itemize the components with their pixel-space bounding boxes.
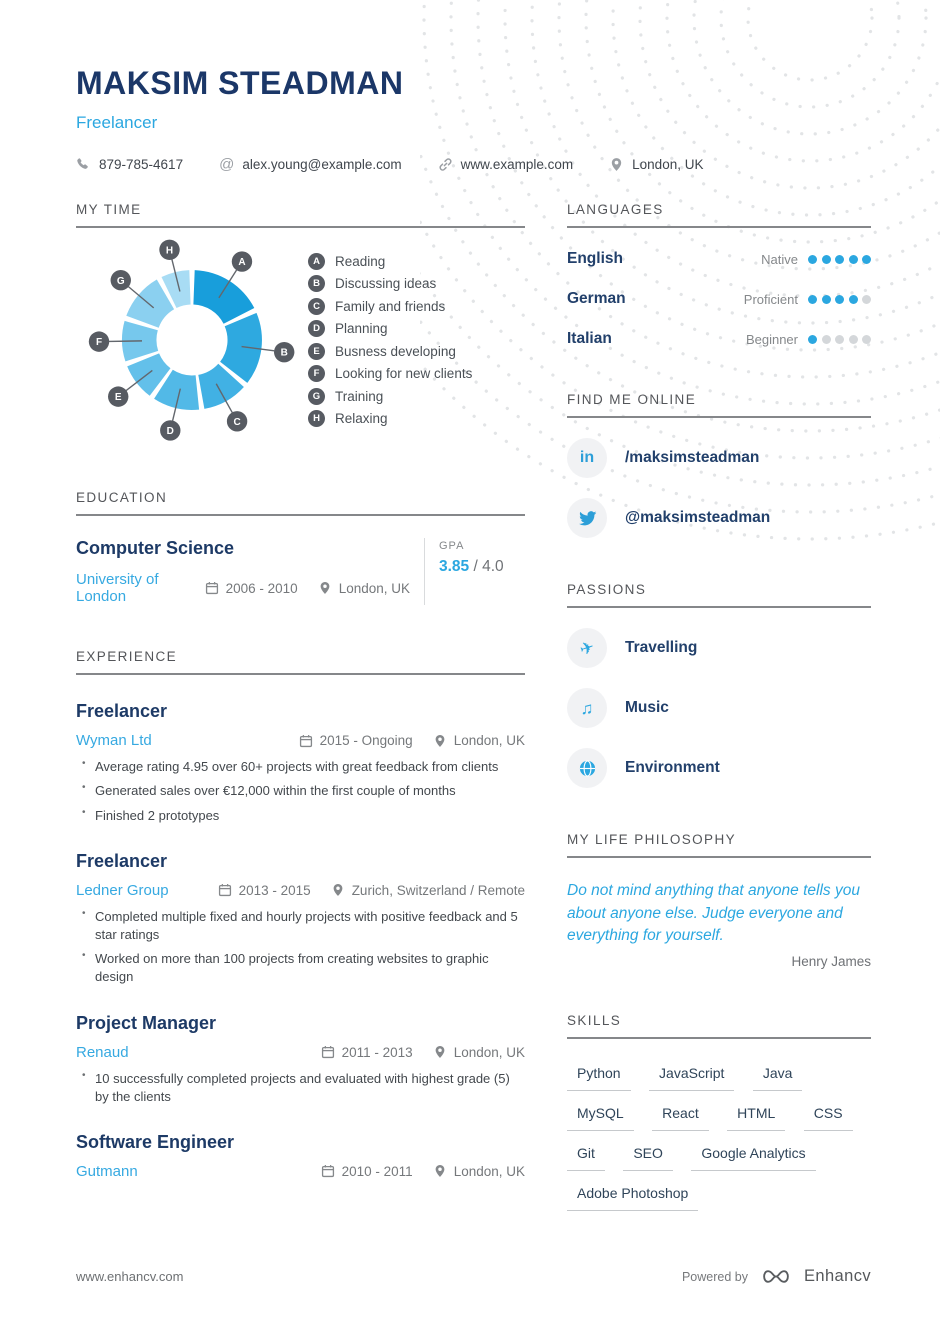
- experience-meta: [76, 732, 525, 749]
- legend-badge: D: [308, 320, 325, 337]
- language-row: [567, 250, 871, 268]
- person-name: MAKSIM STEADMAN: [76, 65, 404, 101]
- education-main: [76, 538, 410, 605]
- gpa-value: 3.85: [439, 558, 470, 576]
- twitter-handle: @maksimsteadman: [625, 509, 771, 527]
- proficiency-dot: [822, 335, 831, 344]
- experience-location: [331, 883, 525, 898]
- svg-text:A: A: [238, 257, 246, 269]
- skill-chip: CSS: [804, 1105, 853, 1131]
- location-icon: [318, 581, 332, 595]
- skills-heading: SKILLS: [567, 1013, 871, 1039]
- education-dates: [205, 581, 298, 596]
- location-icon: [433, 1164, 447, 1178]
- location-icon: [609, 157, 624, 172]
- powered-by-block: [682, 1267, 871, 1286]
- education-meta: [76, 571, 410, 605]
- section-skills: [567, 1013, 871, 1211]
- skill-chip: React: [652, 1105, 709, 1131]
- legend-label: Reading: [335, 253, 386, 269]
- legend-item: [308, 343, 472, 360]
- experience-location: [433, 733, 525, 748]
- bullet-item: • Generated sales over €12,000 within the first couple of months: [76, 782, 525, 800]
- philosophy-quote: Do not mind anything that anyone tells you about anyone else. Judge everyone and everything for yourself.: [567, 882, 860, 945]
- proficiency-dot: [822, 255, 831, 264]
- svg-text:E: E: [114, 392, 122, 404]
- dates-text: 2011 - 2013: [341, 1044, 413, 1060]
- location-contact: [609, 157, 703, 172]
- link-icon: [438, 157, 453, 172]
- legend-label: Family and friends: [335, 298, 446, 314]
- proficiency-dot: [835, 335, 844, 344]
- experience-meta: [76, 882, 525, 899]
- gpa-block: [439, 538, 525, 605]
- skills-list: [567, 1051, 871, 1211]
- experience-meta: [76, 1044, 525, 1061]
- my-time-legend: [308, 247, 472, 433]
- section-find-me-online: [567, 392, 871, 538]
- location-text: London, UK: [453, 733, 525, 749]
- skill-chip: Python: [567, 1065, 631, 1091]
- svg-text:C: C: [233, 417, 241, 429]
- svg-text:D: D: [166, 426, 174, 438]
- section-experience: [76, 649, 525, 1180]
- skill-chip: MySQL: [567, 1105, 634, 1131]
- section-education: [76, 490, 525, 605]
- proficiency-dot: [835, 295, 844, 304]
- passions-heading: PASSIONS: [567, 582, 871, 608]
- dates-text: 2006 - 2010: [225, 580, 298, 596]
- skill-chip: JavaScript: [649, 1065, 734, 1091]
- my-time-chart-block: [76, 234, 525, 446]
- website-url: www.example.com: [460, 157, 574, 173]
- job-position: Freelancer: [76, 850, 168, 871]
- language-name: German: [567, 290, 626, 308]
- legend-item: [308, 320, 472, 337]
- proficiency-dot: [808, 295, 817, 304]
- language-level: Native: [761, 251, 798, 267]
- powered-by-label: Powered by: [681, 1269, 748, 1284]
- bullet-item: • Worked on more than 100 projects from creating websites to graphic design: [76, 950, 525, 986]
- skill-chip: Git: [567, 1145, 605, 1171]
- proficiency-dot: [849, 295, 858, 304]
- location-text: London, UK: [453, 1163, 525, 1179]
- find-me-online-heading: FIND ME ONLINE: [567, 392, 871, 418]
- proficiency-dot: [822, 295, 831, 304]
- enhancv-site-link[interactable]: www.enhancv.com: [76, 1269, 184, 1284]
- education-entry: [76, 538, 525, 605]
- donut-segment-A: [193, 270, 254, 324]
- phone-contact[interactable]: [76, 157, 183, 172]
- bullet-item: • Completed multiple fixed and hourly projects with positive feedback and 5 star ratings: [76, 908, 525, 944]
- location-text: London, UK: [453, 1044, 525, 1060]
- section-passions: [567, 582, 871, 788]
- language-name: Italian: [567, 330, 612, 348]
- legend-item: [308, 275, 472, 292]
- passion-label: Music: [625, 699, 669, 717]
- dates-text: 2010 - 2011: [341, 1163, 413, 1179]
- legend-badge: C: [308, 298, 325, 315]
- legend-label: Busness developing: [335, 343, 456, 359]
- experience-meta: [76, 1163, 525, 1180]
- linkedin-icon: in: [567, 438, 607, 478]
- location-text: Zurich, Switzerland / Remote: [351, 882, 525, 898]
- my-time-donut-chart: [76, 234, 308, 446]
- linkedin-row[interactable]: [567, 438, 871, 478]
- company-name[interactable]: Gutmann: [76, 1162, 138, 1180]
- plane-icon: ✈: [567, 628, 607, 668]
- location-icon: [331, 883, 345, 897]
- location-icon: [433, 1045, 447, 1059]
- education-location: [318, 581, 410, 596]
- experience-dates: [321, 1164, 413, 1179]
- experience-bullets: [76, 758, 525, 825]
- experience-entry: [76, 1132, 525, 1180]
- svg-text:F: F: [95, 337, 103, 349]
- my-time-heading: MY TIME: [76, 202, 525, 228]
- section-my-time: [76, 202, 525, 446]
- passion-row: [567, 628, 871, 668]
- legend-label: Discussing ideas: [335, 276, 437, 292]
- languages-heading: LANGUAGES: [567, 202, 871, 228]
- job-title: Freelancer: [76, 113, 158, 133]
- proficiency-dot: [862, 335, 871, 344]
- experience-entry: [76, 701, 525, 825]
- proficiency-dot: [862, 295, 871, 304]
- legend-item: [308, 365, 472, 382]
- twitter-row[interactable]: [567, 498, 871, 538]
- vertical-divider: [424, 538, 425, 605]
- proficiency-dot: [849, 335, 858, 344]
- passion-label: Environment: [625, 759, 720, 777]
- proficiency-dot: [808, 335, 817, 344]
- svg-text:B: B: [280, 347, 288, 359]
- legend-item: [308, 253, 472, 270]
- dates-text: 2013 - 2015: [238, 882, 311, 898]
- skill-chip: Adobe Photoshop: [567, 1185, 698, 1211]
- twitter-icon: [567, 498, 607, 538]
- legend-item: [308, 410, 472, 427]
- enhancv-logo-icon: [760, 1267, 792, 1286]
- experience-dates: [218, 883, 311, 898]
- company-name[interactable]: Wyman Ltd: [76, 732, 152, 750]
- section-philosophy: [567, 832, 871, 968]
- legend-badge: F: [308, 365, 325, 382]
- legend-badge: B: [308, 275, 325, 292]
- enhancv-brand-name: Enhancv: [803, 1267, 871, 1285]
- language-proficiency-dots: [808, 255, 871, 264]
- quote-author: Henry James: [791, 953, 871, 969]
- email-address: alex.young@example.com: [242, 157, 402, 173]
- resume-header: [76, 66, 871, 172]
- passion-row: [567, 688, 871, 728]
- bullet-item: • Average rating 4.95 over 60+ projects with great feedback from clients: [76, 758, 525, 776]
- email-contact[interactable]: [219, 157, 402, 172]
- phone-icon: [76, 157, 91, 172]
- svg-text:G: G: [116, 276, 125, 288]
- education-heading: EDUCATION: [76, 490, 525, 516]
- location-text: London, UK: [338, 580, 410, 596]
- experience-entry: [76, 851, 525, 987]
- proficiency-dot: [808, 255, 817, 264]
- language-proficiency-dots: [808, 335, 871, 344]
- email-icon: @: [219, 156, 235, 174]
- language-name: English: [567, 250, 623, 268]
- phone-number: 879-785-4617: [99, 157, 184, 173]
- company-name[interactable]: Renaud: [76, 1043, 129, 1061]
- linkedin-handle: /maksimsteadman: [625, 449, 760, 467]
- language-proficiency-dots: [808, 295, 871, 304]
- experience-dates: [321, 1045, 413, 1060]
- svg-text:H: H: [165, 245, 174, 257]
- legend-label: Looking for new clients: [335, 366, 473, 382]
- globe-icon: [567, 748, 607, 788]
- contact-row: [76, 157, 871, 172]
- degree-title: Computer Science: [76, 538, 235, 559]
- gpa-label: GPA: [439, 540, 465, 553]
- bullet-item: • 10 successfully completed projects and evaluated with highest grade (5) by the clients: [76, 1070, 525, 1106]
- location-text: London, UK: [632, 157, 704, 173]
- legend-badge: E: [308, 343, 325, 360]
- language-level: Beginner: [745, 331, 798, 347]
- language-level: Proficient: [743, 291, 798, 307]
- music-note-icon: ♫: [567, 688, 607, 728]
- legend-label: Relaxing: [335, 411, 388, 427]
- website-contact[interactable]: [438, 157, 574, 172]
- passion-row: [567, 748, 871, 788]
- proficiency-dot: [862, 255, 871, 264]
- page-footer: [76, 1267, 871, 1286]
- calendar-icon: [205, 581, 219, 595]
- experience-bullets: [76, 1070, 525, 1106]
- legend-item: [308, 298, 472, 315]
- section-languages: [567, 202, 871, 348]
- legend-label: Training: [335, 388, 384, 404]
- legend-badge: G: [308, 388, 325, 405]
- proficiency-dot: [849, 255, 858, 264]
- legend-item: [308, 388, 472, 405]
- skill-chip: SEO: [623, 1145, 673, 1171]
- experience-entry: [76, 1013, 525, 1106]
- job-position: Project Manager: [76, 1012, 217, 1033]
- gpa-scale: / 4.0: [473, 558, 504, 576]
- skill-chip: Google Analytics: [691, 1145, 815, 1171]
- experience-location: [433, 1164, 525, 1179]
- language-row: [567, 290, 871, 308]
- legend-label: Planning: [335, 321, 388, 337]
- two-column-layout: [76, 202, 871, 1210]
- location-icon: [433, 734, 447, 748]
- passion-label: Travelling: [625, 639, 698, 657]
- company-name[interactable]: Ledner Group: [76, 881, 169, 899]
- school-name[interactable]: University of London: [76, 571, 159, 606]
- bullet-item: • Finished 2 prototypes: [76, 807, 525, 825]
- calendar-icon: [218, 883, 232, 897]
- legend-badge: H: [308, 410, 325, 427]
- calendar-icon: [321, 1164, 335, 1178]
- philosophy-heading: MY LIFE PHILOSOPHY: [567, 832, 871, 858]
- experience-dates: [299, 733, 413, 748]
- experience-bullets: [76, 908, 525, 987]
- skill-chip: Java: [753, 1065, 803, 1091]
- legend-badge: A: [308, 253, 325, 270]
- language-row: [567, 330, 871, 348]
- calendar-icon: [321, 1045, 335, 1059]
- calendar-icon: [299, 734, 313, 748]
- experience-location: [433, 1045, 525, 1060]
- experience-heading: EXPERIENCE: [76, 649, 525, 675]
- proficiency-dot: [835, 255, 844, 264]
- gpa-value-row: [439, 558, 525, 576]
- job-position: Software Engineer: [76, 1131, 235, 1152]
- skill-chip: HTML: [727, 1105, 785, 1131]
- left-column: [76, 202, 525, 1210]
- dates-text: 2015 - Ongoing: [319, 733, 413, 749]
- right-column: [567, 202, 871, 1210]
- job-position: Freelancer: [76, 701, 168, 722]
